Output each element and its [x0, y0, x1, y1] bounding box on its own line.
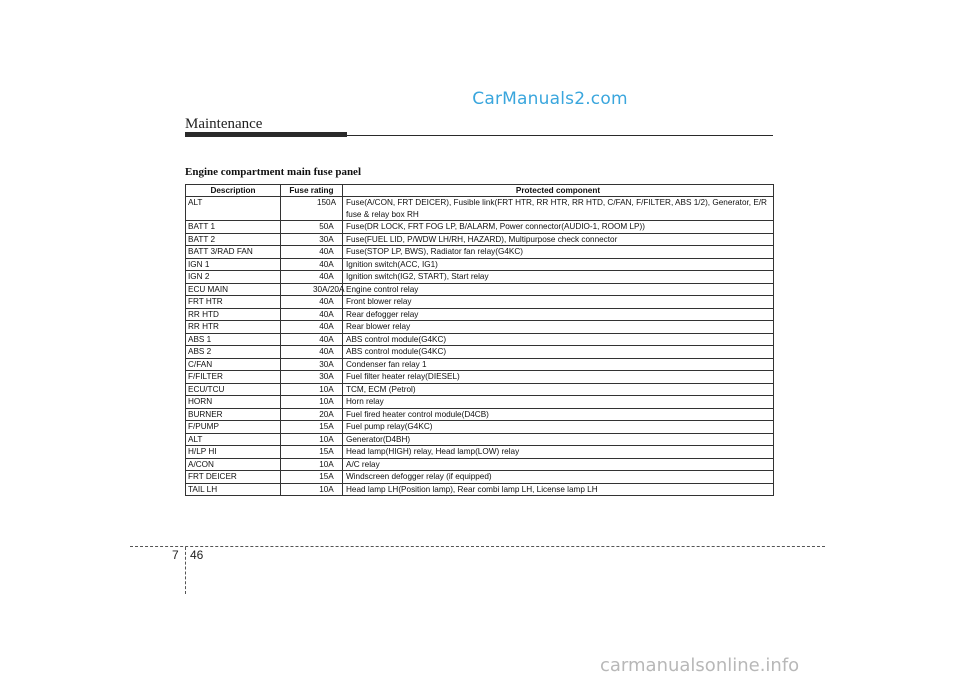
table-body [186, 197, 774, 496]
table-row [186, 271, 774, 284]
row-description: IGN 2 [186, 271, 281, 284]
watermark-bottom: carmanualsonline.info [600, 655, 800, 676]
row-protected-component: Generator(D4BH) [343, 433, 774, 446]
table-row [186, 408, 774, 421]
table-row [186, 483, 774, 496]
row-fuse-rating: 10A [281, 458, 343, 471]
row-protected-component: Ignition switch(IG2, START), Start relay [343, 271, 774, 284]
chapter-number: 7 [172, 548, 179, 562]
row-protected-component: Ignition switch(ACC, IG1) [343, 258, 774, 271]
row-description: BATT 1 [186, 221, 281, 234]
table-row [186, 471, 774, 484]
table-row [186, 296, 774, 309]
row-protected-component: Fuse(STOP LP, BWS), Radiator fan relay(G4KC) [343, 246, 774, 259]
row-protected-component: Horn relay [343, 396, 774, 409]
row-fuse-rating: 40A [281, 308, 343, 321]
row-description: F/FILTER [186, 371, 281, 384]
page-number: 46 [190, 548, 204, 562]
row-fuse-rating: 40A [281, 271, 343, 284]
row-protected-component: Windscreen defogger relay (if equipped) [343, 471, 774, 484]
row-fuse-rating: 10A [281, 483, 343, 496]
row-description: RR HTD [186, 308, 281, 321]
row-protected-component: Fuse(DR LOCK, FRT FOG LP, B/ALARM, Power connector(AUDIO-1, ROOM LP)) [343, 221, 774, 234]
row-protected-component: A/C relay [343, 458, 774, 471]
row-fuse-rating: 10A [281, 396, 343, 409]
row-fuse-rating: 10A [281, 383, 343, 396]
row-description: BATT 3/RAD FAN [186, 246, 281, 259]
table-row [186, 433, 774, 446]
row-protected-component: Engine control relay [343, 283, 774, 296]
page-divider [130, 546, 825, 547]
header-rule [347, 135, 773, 136]
row-protected-component: Fuel pump relay(G4KC) [343, 421, 774, 434]
row-protected-component: Head lamp(HIGH) relay, Head lamp(LOW) relay [343, 446, 774, 459]
row-fuse-rating: 40A [281, 333, 343, 346]
table-row [186, 446, 774, 459]
header-protected-component: Protected component [343, 185, 774, 197]
row-fuse-rating: 30A [281, 358, 343, 371]
row-description: IGN 1 [186, 258, 281, 271]
row-protected-component: Front blower relay [343, 296, 774, 309]
row-description: ECU MAIN [186, 283, 281, 296]
row-description: ABS 2 [186, 346, 281, 359]
fuse-table [185, 184, 774, 496]
section-header: Maintenance [185, 116, 263, 132]
table-row [186, 333, 774, 346]
row-protected-component: Fuel fired heater control module(D4CB) [343, 408, 774, 421]
row-fuse-rating: 50A [281, 221, 343, 234]
row-protected-component: ABS control module(G4KC) [343, 333, 774, 346]
row-protected-component: Condenser fan relay 1 [343, 358, 774, 371]
row-description: HORN [186, 396, 281, 409]
row-protected-component: Rear blower relay [343, 321, 774, 334]
row-protected-component: Fuse(A/CON, FRT DEICER), Fusible link(FRT HTR, RR HTR, RR HTD, C/FAN, F/FILTER, ABS 1/2), Generator, E/R fuse & relay box RH [343, 197, 774, 221]
table-row [186, 221, 774, 234]
row-description: ABS 1 [186, 333, 281, 346]
table-row [186, 358, 774, 371]
row-fuse-rating: 30A [281, 371, 343, 384]
table-row [186, 421, 774, 434]
row-description: BURNER [186, 408, 281, 421]
table-row [186, 283, 774, 296]
row-fuse-rating: 15A [281, 446, 343, 459]
table-row [186, 233, 774, 246]
table-row [186, 308, 774, 321]
row-fuse-rating: 15A [281, 421, 343, 434]
table-row [186, 371, 774, 384]
row-fuse-rating: 10A [281, 433, 343, 446]
row-protected-component: Head lamp LH(Position lamp), Rear combi lamp LH, License lamp LH [343, 483, 774, 496]
row-description: ECU/TCU [186, 383, 281, 396]
row-description: FRT DEICER [186, 471, 281, 484]
table-row [186, 458, 774, 471]
row-fuse-rating: 20A [281, 408, 343, 421]
table-title: Engine compartment main fuse panel [185, 166, 361, 178]
row-fuse-rating: 40A [281, 346, 343, 359]
row-protected-component: ABS control module(G4KC) [343, 346, 774, 359]
table-row [186, 383, 774, 396]
row-description: A/CON [186, 458, 281, 471]
table-row [186, 321, 774, 334]
page-margin-line [185, 547, 186, 594]
table-row [186, 396, 774, 409]
row-description: RR HTR [186, 321, 281, 334]
table-row [186, 246, 774, 259]
row-protected-component: Rear defogger relay [343, 308, 774, 321]
table-row [186, 346, 774, 359]
row-fuse-rating: 30A [281, 233, 343, 246]
row-description: BATT 2 [186, 233, 281, 246]
row-fuse-rating: 15A [281, 471, 343, 484]
row-description: F/PUMP [186, 421, 281, 434]
header-fuse-rating: Fuse rating [281, 185, 343, 197]
table-header-row [186, 185, 774, 197]
row-fuse-rating: 150A [281, 197, 343, 221]
row-fuse-rating: 40A [281, 296, 343, 309]
row-fuse-rating: 40A [281, 246, 343, 259]
watermark-top: CarManuals2.com [472, 89, 628, 109]
row-protected-component: Fuel filter heater relay(DIESEL) [343, 371, 774, 384]
row-description: ALT [186, 433, 281, 446]
header-description: Description [186, 185, 281, 197]
row-description: FRT HTR [186, 296, 281, 309]
table-row [186, 258, 774, 271]
row-description: TAIL LH [186, 483, 281, 496]
row-fuse-rating: 30A/20A [281, 283, 343, 296]
row-description: C/FAN [186, 358, 281, 371]
header-bar [185, 132, 347, 137]
table-row [186, 197, 774, 221]
row-description: H/LP HI [186, 446, 281, 459]
row-description: ALT [186, 197, 281, 221]
row-protected-component: Fuse(FUEL LID, P/WDW LH/RH, HAZARD), Multipurpose check connector [343, 233, 774, 246]
row-fuse-rating: 40A [281, 321, 343, 334]
row-protected-component: TCM, ECM (Petrol) [343, 383, 774, 396]
row-fuse-rating: 40A [281, 258, 343, 271]
